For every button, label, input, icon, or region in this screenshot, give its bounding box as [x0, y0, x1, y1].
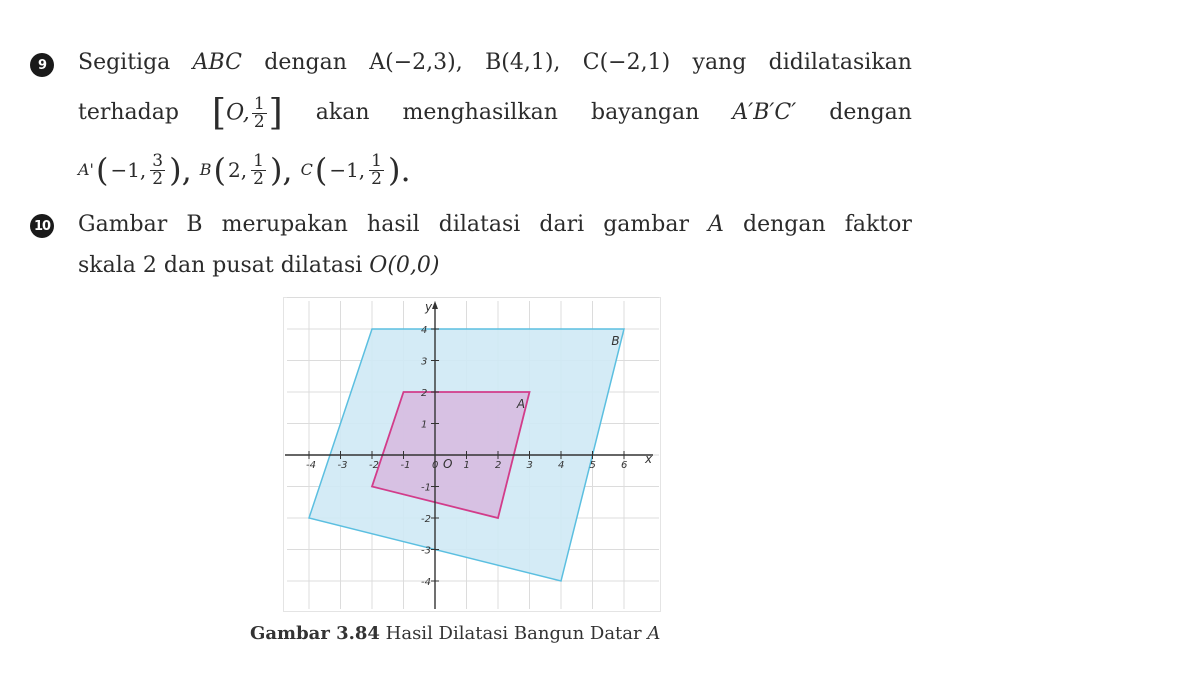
q10-word: dari — [539, 212, 585, 237]
scale-denominator: 2 — [253, 111, 265, 132]
q9-point-a: A(−2,3), — [369, 50, 463, 75]
figure-caption — [250, 623, 660, 644]
x-tick-label: 4 — [558, 460, 565, 471]
q10-shape-a: A — [708, 212, 724, 237]
dilation-figure — [283, 297, 663, 613]
x-tick-label: 0 — [432, 460, 439, 471]
x-tick-label: 3 — [526, 460, 533, 471]
x-tick-label: 2 — [495, 460, 502, 471]
q9-word: akan — [315, 100, 370, 125]
y-tick-label: -1 — [421, 482, 431, 494]
shape-b-label: B — [611, 333, 620, 348]
q9-word: dengan — [829, 100, 912, 125]
x-tick-label: -2 — [369, 460, 379, 471]
y-axis-label: y — [425, 300, 433, 314]
bracket-close: ] — [268, 92, 283, 133]
paren-open: ( — [95, 151, 109, 189]
question-9-line-3 — [78, 148, 912, 192]
x-tick-label: 6 — [621, 460, 628, 471]
bracket-open: [ — [212, 92, 227, 133]
frac-numerator: 1 — [253, 150, 264, 171]
frac-denominator: 2 — [371, 168, 382, 189]
x-tick-label: -4 — [306, 460, 316, 471]
y-tick-label: -2 — [421, 514, 431, 525]
origin-label: O — [443, 457, 453, 471]
q9-word: bayangan — [591, 100, 700, 125]
image-point-c-label: C — [300, 160, 313, 179]
frac-numerator: 3 — [152, 150, 164, 171]
q10-word: dengan — [743, 212, 826, 237]
frac-numerator: 1 — [371, 150, 382, 171]
scale-fraction — [252, 93, 267, 132]
caption-label: Gambar 3.84 — [250, 623, 380, 644]
q10-word: Gambar — [78, 212, 168, 237]
frac-denominator: 2 — [152, 168, 164, 189]
q9-word: yang — [692, 50, 747, 75]
caption-text: Hasil Dilatasi Bangun Datar — [379, 623, 648, 644]
image-point-b-y — [251, 150, 266, 189]
image-point-a-label: A' — [78, 160, 94, 179]
paren-close: ), — [169, 151, 192, 189]
q10-origin: O(0,0) — [369, 253, 440, 278]
question-10-number: 10 — [33, 218, 51, 234]
image-point-b-label: B — [199, 160, 212, 179]
q10-word: faktor — [844, 212, 912, 237]
y-tick-label: -4 — [421, 577, 431, 588]
y-tick-label: 2 — [421, 388, 428, 399]
x-tick-label: 1 — [463, 460, 470, 471]
question-9-number: 9 — [37, 57, 47, 73]
q9-word: dengan — [264, 50, 347, 75]
image-point-b-x: 2, — [228, 158, 248, 182]
paren-close: ), — [269, 151, 293, 189]
q10-word: merupakan — [221, 212, 348, 237]
q9-image-name: A′B′C′ — [732, 100, 797, 125]
caption-subject: A — [647, 623, 661, 644]
q9-triangle-name: ABC — [192, 50, 242, 75]
x-tick-label: -3 — [337, 460, 348, 471]
paren-close: ). — [388, 151, 411, 189]
shape-a-label: A — [516, 396, 526, 411]
y-tick-label: 3 — [421, 356, 428, 368]
q10-word: hasil — [367, 212, 420, 237]
dilation-center: O, — [226, 100, 250, 125]
y-tick-label: 1 — [421, 419, 428, 431]
q9-word: terhadap — [78, 100, 179, 125]
question-9-line-1 — [78, 48, 912, 78]
question-9-line-2 — [78, 92, 912, 134]
image-point-c-y — [369, 150, 384, 189]
y-tick-label: -3 — [421, 545, 431, 557]
image-point-a-x: −1, — [110, 158, 147, 182]
q9-point-c: C(−2,1) — [582, 50, 671, 75]
image-point-a-y — [150, 150, 165, 189]
paren-open: ( — [314, 151, 328, 189]
x-tick-label: 5 — [589, 460, 596, 471]
question-10-number-badge — [30, 214, 54, 238]
question-10-line-2 — [78, 251, 912, 281]
image-point-c-x: −1, — [329, 158, 366, 182]
q10-word: gambar — [603, 212, 689, 237]
frac-denominator: 2 — [253, 168, 264, 189]
scale-numerator: 1 — [253, 93, 265, 114]
q10-line-2-text: skala 2 dan pusat dilatasi — [78, 253, 370, 278]
q9-point-b: B(4,1), — [485, 50, 561, 75]
question-10-line-1 — [78, 210, 912, 240]
q9-word: Segitiga — [78, 50, 171, 75]
question-9-number-badge — [30, 53, 54, 77]
q9-dilation-notation — [212, 92, 283, 133]
q10-word: B — [186, 212, 203, 237]
q9-word: menghasilkan — [402, 100, 558, 125]
q10-word: dilatasi — [438, 212, 521, 237]
paren-open: ( — [213, 151, 227, 189]
q9-word: didilatasikan — [768, 50, 912, 75]
y-tick-label: 4 — [421, 325, 428, 336]
x-tick-label: -1 — [400, 460, 411, 471]
x-axis-label: x — [645, 452, 653, 466]
